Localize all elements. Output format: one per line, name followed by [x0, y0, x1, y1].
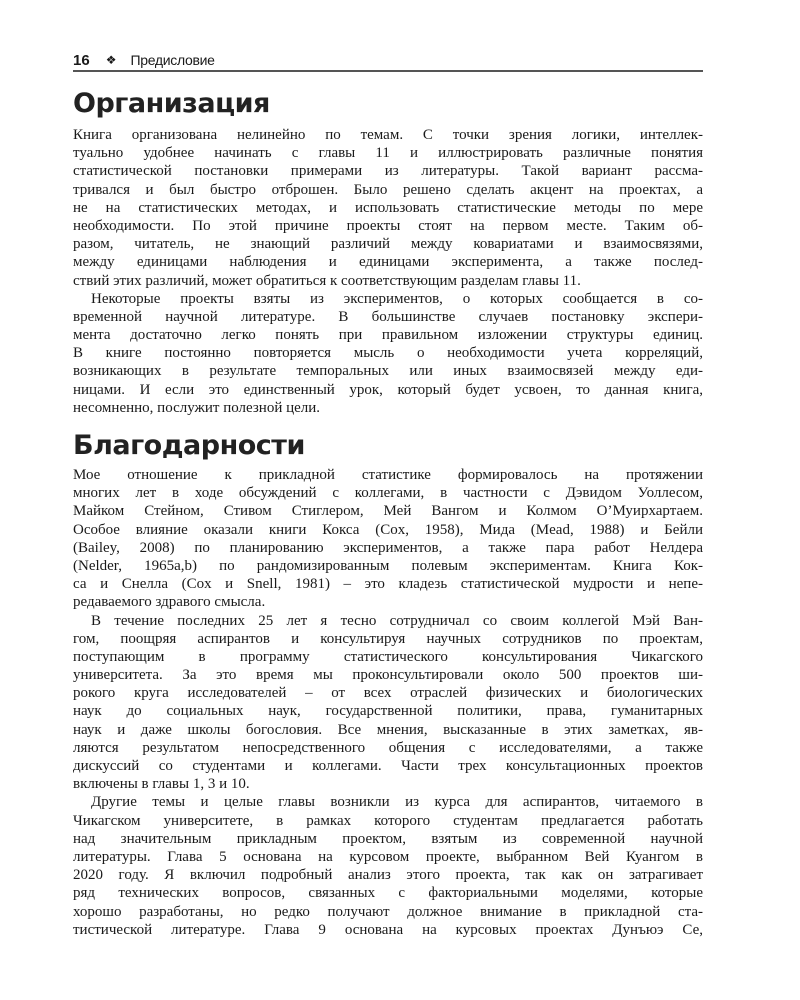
text-line: разом, читатель, не знающий различий между ковариатами и взаимосвязями,: [73, 236, 703, 253]
text-line: Другие темы и целые главы возникли из курса для аспирантов, читаемого в: [91, 794, 703, 811]
text-line: включены в главы 1, 3 и 10.: [73, 776, 250, 793]
text-line: Некоторые проекты взяты из экспериментов, о которых сообщается в со-: [91, 290, 703, 307]
ornament-icon: ❖: [105, 53, 117, 67]
text-line: не на статистических методах, и использовать статистические методы по мере: [73, 199, 703, 216]
text-line: 2020 году. Я включил подробный анализ этого проекта, так как он затрагивает: [73, 867, 703, 884]
text-line: несомненно, послужит полезной цели.: [73, 399, 321, 416]
paragraph: [73, 466, 703, 612]
text-line: Особое влияние оказали книги Кокса (Cox, 1958), Мида (Mead, 1988) и Бейли: [73, 521, 703, 538]
text-line: над значительным прикладным проектом, взятым из современной научной: [73, 830, 703, 847]
text-line: между единицами наблюдения и единицами эксперимента, а также послед-: [73, 254, 703, 271]
text-line: Майком Стейном, Стивом Стиглером, Мей Вангом и Колмом О’Муирхартаем.: [73, 503, 703, 520]
page-number: 16: [73, 51, 90, 69]
text-line: мента достаточно легко понять при правильном изложении структуры единиц.: [73, 327, 703, 344]
text-line: тривался и был быстро отброшен. Было решено сделать акцент на проектах, а: [73, 181, 703, 198]
running-title: Предисловие: [130, 52, 215, 68]
text-line: возникающих в результате темпоральных или иных взаимосвязей между еди-: [73, 363, 703, 380]
text-line: Мое отношение к прикладной статистике формировалось на протяжении: [73, 467, 703, 483]
text-line: многих лет в ходе обсуждений с коллегами, в частности с Дэвидом Уоллесом,: [73, 485, 703, 502]
paragraph: [73, 793, 703, 939]
paragraph: [73, 290, 703, 417]
section-heading-organization: Организация: [73, 88, 270, 119]
text-line: временной научной литературе. В большинстве случаев постановку экспери-: [73, 308, 703, 325]
text-line: дискуссий со студентами и коллегами. Части трех консультационных проектов: [73, 758, 703, 774]
text-line: литературы. Глава 5 основана на курсовом проекте, выбранном Вей Куангом в: [73, 848, 703, 865]
text-line: поступающим в программу статистического консультирования Чикагского: [73, 648, 703, 665]
paragraph: [73, 612, 703, 794]
section-heading-acknowledgements: Благодарности: [73, 430, 305, 461]
text-line: ряд технических вопросов, связанных с факториальными моделями, которые: [73, 885, 703, 902]
text-line: (Nelder, 1965a,b) по рандомизированным полевым экспериментам. Книга Кок-: [73, 557, 703, 574]
text-line: наук и даже школы богословия. Все мнения, высказанные в этих заметках, яв-: [73, 721, 703, 738]
text-line: тистической литературе. Глава 9 основана на курсовых проектах Дунъюэ Се,: [73, 921, 703, 938]
text-line: Книга организована нелинейно по темам. С точки зрения логики, интеллек-: [73, 127, 703, 143]
text-line: гом, поощряя аспирантов и консультируя научных сотрудников по проектам,: [73, 630, 703, 647]
section-body-acknowledgements: [73, 466, 703, 939]
text-line: Чикагском университете, в рамках которого студентам предлагается работать: [73, 812, 703, 829]
paragraph: [73, 126, 703, 290]
text-line: В течение последних 25 лет я тесно сотрудничал со своим коллегой Мэй Ван-: [91, 612, 703, 629]
text-line: туально удобнее начинать с главы 11 и иллюстрировать различные понятия: [73, 145, 703, 162]
section-body-organization: [73, 126, 703, 417]
text-line: са и Снелла (Cox и Snell, 1981) – это кладезь статистической мудрости и непе-: [73, 576, 703, 593]
text-line: необходимости. По этой причине проекты стоят на первом месте. Таким об-: [73, 217, 703, 234]
text-line: университета. За это время мы проконсультировали около 500 проектов ши-: [73, 667, 703, 684]
text-line: хорошо разработаны, но редко получают должное внимание в прикладной ста-: [73, 903, 703, 920]
text-line: ляются результатом непосредственного общения с исследователями, а также: [73, 739, 703, 756]
text-line: ницами. И если это единственный урок, который будет усвоен, то данная книга,: [73, 381, 703, 398]
text-line: рокого круга исследователей – от всех отраслей физических и биологических: [73, 685, 703, 702]
text-line: В книге постоянно повторяется мысль о необходимости учета корреляций,: [73, 345, 703, 362]
text-line: редаваемого здравого смысла.: [73, 594, 266, 611]
header-rule: [73, 70, 703, 72]
text-line: ствий этих различий, может обратиться к соответствующим разделам главы 11.: [73, 272, 581, 289]
text-line: (Bailey, 2008) по планированию экспериментов, а также пара работ Нелдера: [73, 539, 703, 556]
running-header: [73, 50, 703, 70]
text-line: статистической постановки примерами из литературы. Такой вариант рассма-: [73, 163, 703, 180]
text-line: наук до социальных наук, государственной политики, права, гуманитарных: [73, 703, 703, 720]
